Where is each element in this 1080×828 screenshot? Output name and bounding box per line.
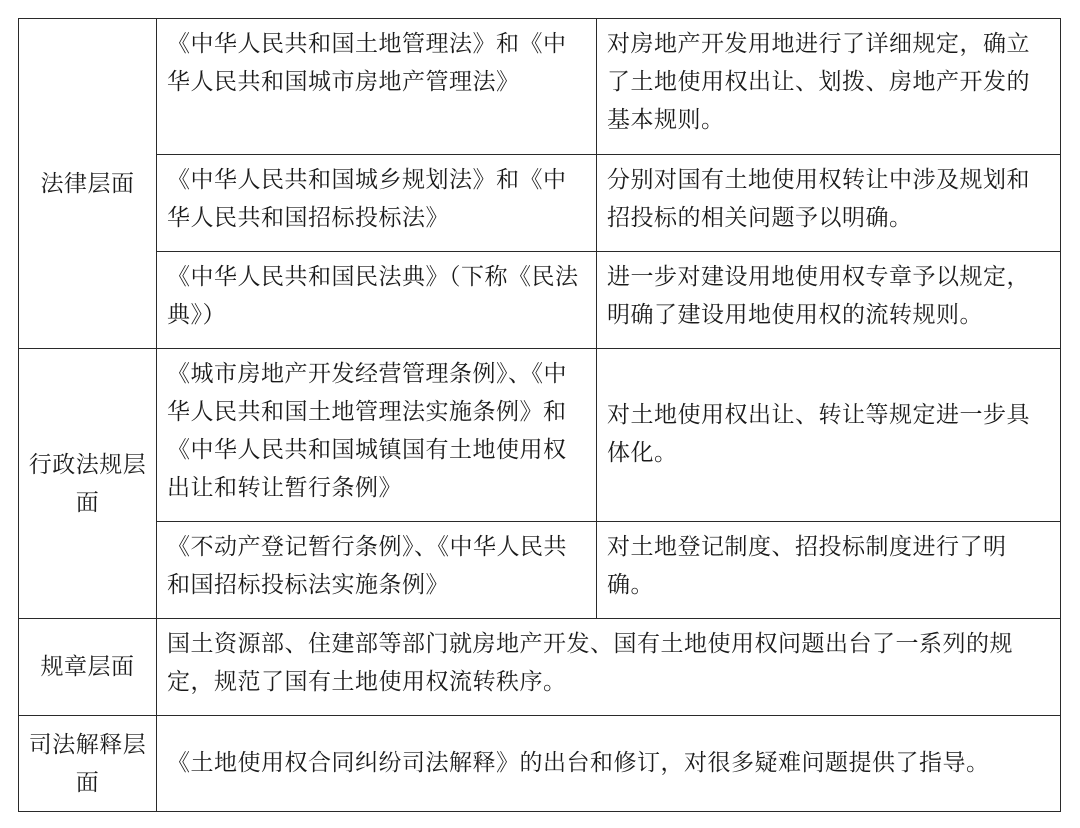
category-cell-judicial: 司法解释层面 [19, 716, 157, 812]
legal-framework-table [18, 18, 1061, 812]
description-cell: 分别对国有土地使用权转让中涉及规划和招投标的相关问题予以明确。 [597, 155, 1061, 252]
category-cell-rules: 规章层面 [19, 619, 157, 716]
description-cell: 对土地登记制度、招投标制度进行了明确。 [597, 522, 1061, 619]
table-row [19, 619, 1061, 716]
table-row [19, 19, 1061, 155]
source-cell: 《城市房地产开发经营管理条例》、《中华人民共和国土地管理法实施条例》和《中华人民共和国城镇国有土地使用权出让和转让暂行条例》 [157, 349, 597, 522]
merged-text-cell: 《土地使用权合同纠纷司法解释》的出台和修订，对很多疑难问题提供了指导。 [157, 716, 1061, 812]
description-cell: 对房地产开发用地进行了详细规定，确立了土地使用权出让、划拨、房地产开发的基本规则。 [597, 19, 1061, 155]
merged-text-cell: 国土资源部、住建部等部门就房地产开发、国有土地使用权问题出台了一系列的规定，规范了国有土地使用权流转秩序。 [157, 619, 1061, 716]
description-cell: 对土地使用权出让、转让等规定进一步具体化。 [597, 349, 1061, 522]
category-cell-law: 法律层面 [19, 19, 157, 349]
source-cell: 《中华人民共和国土地管理法》和《中华人民共和国城市房地产管理法》 [157, 19, 597, 155]
source-cell: 《不动产登记暂行条例》、《中华人民共和国招标投标法实施条例》 [157, 522, 597, 619]
source-cell: 《中华人民共和国民法典》（下称《民法典》） [157, 252, 597, 349]
description-cell: 进一步对建设用地使用权专章予以规定，明确了建设用地使用权的流转规则。 [597, 252, 1061, 349]
table-row [19, 252, 1061, 349]
table-row [19, 349, 1061, 522]
table-row [19, 155, 1061, 252]
table-row [19, 522, 1061, 619]
category-cell-admin-regulation: 行政法规层面 [19, 349, 157, 619]
table-row [19, 716, 1061, 812]
source-cell: 《中华人民共和国城乡规划法》和《中华人民共和国招标投标法》 [157, 155, 597, 252]
